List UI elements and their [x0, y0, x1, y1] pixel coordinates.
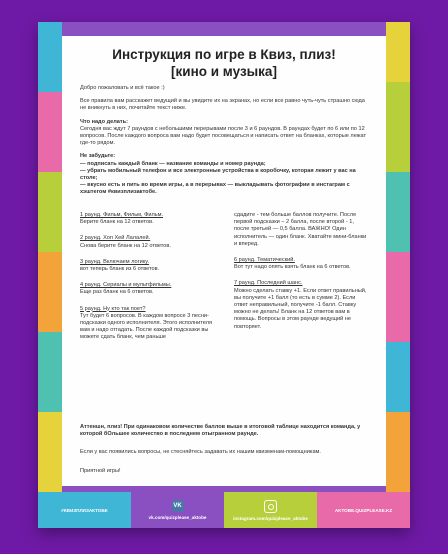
round-item [234, 257, 370, 271]
round-title: 4 раунд. Сериалы и мультфильмы. [80, 282, 172, 289]
round-text: Вот тут надо опять взять бланк на 6 ответов. [234, 264, 351, 271]
welcome-text: Добро пожаловать и всё такое :) [80, 85, 165, 91]
color-tile [62, 22, 386, 36]
round-title: 1 раунд. Фильм, Фильм, Фильм. [80, 212, 164, 218]
round-text: Можно сделать ставку +1. Если ответ правильный, вы получите +1 балл (то есть в сумме 2). Если ответ неправильный, получите -1 балл. Ставку можно не делать! Бланк на 12 ответов вам в помощь. Вопросы в этом раунде ведущий не повторяет. [234, 287, 367, 330]
footer-bar [38, 492, 410, 528]
good-game-text: Приятной игры! [80, 468, 121, 474]
vk-url: vk.com/quizplease_aktobe [148, 515, 207, 520]
color-tile [386, 342, 410, 412]
round-text: сдадите - тем больше баллов получите. После первой подсказки – 2 балла, после второй - 1, после третьей — 0,5 балла. ВАЖНО! Один исполнитель — один бланк. Хватайте мини-бланки и вперед. [234, 212, 367, 247]
round-item [80, 282, 216, 296]
color-tile [386, 412, 410, 492]
hashtag-text: #КВИЗПЛИЗАКТОБЕ [61, 507, 108, 513]
title-line-1: Инструкция по игре в Квиз, плиз! [112, 47, 336, 62]
vk-icon: VK [172, 500, 184, 512]
round-text: Снова берите бланк на 12 ответов. [80, 242, 171, 249]
questions-text: Если у вас появились вопросы, не стесняйтесь задавать их нашим квизменам-помощникам. [80, 449, 321, 455]
color-tile [38, 92, 62, 172]
color-tile [386, 172, 410, 252]
round-item [80, 306, 216, 342]
footer-hashtag [38, 492, 131, 528]
what-text: Сегодня вас ждут 7 раундов с небольшими перерывами после 3 и 6 раундов. В раундах будет по 6 или по 12 вопросов. После каждого вопроса вам надо будет посовещаться и написать ответ на бланках, которые лежат где-то рядом. [80, 125, 367, 147]
round-title: 7 раунд. Последний шанс. [234, 280, 303, 287]
color-tile [386, 22, 410, 82]
rounds-right-column [234, 212, 370, 340]
dont-forget-item: — вкусно есть и пить во время игры, а в перерывах — выкладывать фотографии в инстаграм с хэштегом #квизплизактобе. [80, 182, 350, 196]
round-item [234, 280, 370, 330]
instagram-url: instagram.com/quizplease_aktobe [233, 515, 308, 521]
color-tile [38, 22, 62, 92]
rounds-left-column [80, 212, 216, 351]
footer-vk [131, 492, 224, 528]
title-line-2: [кино и музыка] [171, 64, 277, 79]
color-tile [38, 252, 62, 332]
round-item [234, 212, 370, 248]
intro-text: Все правила вам расскажет ведущий и вы увидите их на экранах, но если все равно чуть-чуть страшно сюда не вникнуть в них, почитайте текст ниже. [80, 98, 365, 112]
round-title: 5 раунд. Ну кто так поет? [80, 305, 146, 312]
round-item [80, 212, 216, 226]
attention-text: Аттеншн, плиз! При одинаковом количестве баллов выше в итоговой таблице находится команда, у которой бОльшее количество в последнем отыгранном раунде. [80, 424, 361, 438]
color-tile [386, 82, 410, 172]
color-tile [38, 172, 62, 252]
footer-instagram [224, 492, 317, 528]
dont-forget-item: — убрать мобильный телефон и все электронные устройства в коробочку, которая лежит у вас на столе; [80, 167, 356, 182]
round-text: вот теперь бланк из 6 ответов. [80, 266, 160, 273]
color-tile [38, 412, 62, 492]
footer-site [317, 492, 410, 528]
round-text: Берите бланк на 12 ответов. [80, 219, 154, 226]
round-title: 6 раунд. Тематический. [234, 257, 295, 264]
dont-forget-item: — подписать каждый бланк — название команды и номер раунда; [80, 160, 266, 167]
round-title: 3 раунд. Включаем логику. [80, 258, 150, 265]
color-tile [38, 332, 62, 412]
round-text: Еще раз бланк на 6 ответов. [80, 289, 154, 296]
dont-forget-heading: Не забудьте: [80, 153, 116, 160]
page-title [62, 46, 386, 80]
what-heading: Что надо делать: [80, 118, 128, 125]
instruction-card [62, 36, 386, 486]
site-url: AKTOBE.QUIZPLEASE.KZ [334, 507, 393, 513]
round-title: 2 раунд. Хоп Хей Лалалей. [80, 235, 151, 242]
color-tile [386, 252, 410, 342]
instruction-sheet [38, 22, 410, 528]
round-item [80, 259, 216, 273]
round-text: Тут будет 6 вопросов. В каждом вопросе 3 песни-подсказки одного исполнителя. Этого исполнителя вам и надо отгадать. После каждой подсказки вы можете сдать бланк, чем раньше [80, 312, 213, 341]
instagram-icon [264, 500, 277, 513]
round-item [80, 235, 216, 249]
